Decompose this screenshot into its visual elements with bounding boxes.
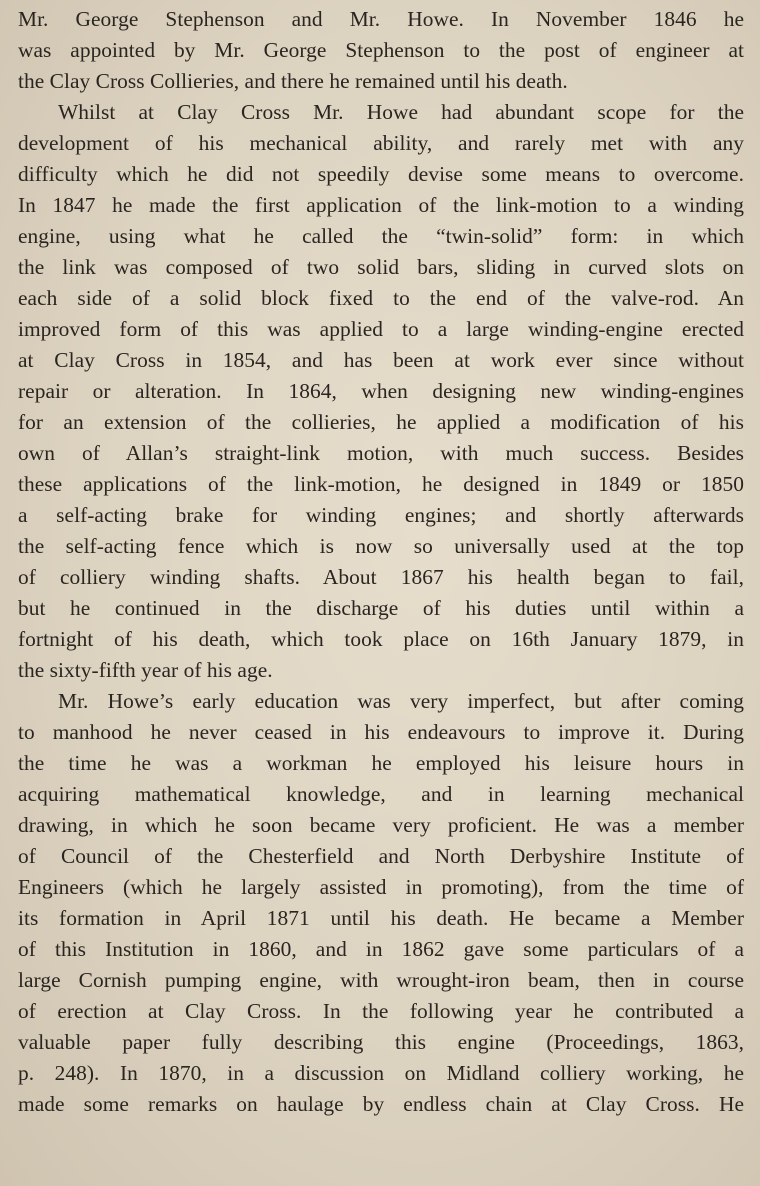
text-line: the sixty-fifth year of his age.	[18, 658, 273, 682]
text-line: the self-acting fence which is now so universally used at the top	[18, 534, 744, 558]
text-line: to manhood he never ceased in his endeavours to improve it. During	[18, 720, 744, 744]
paragraph-2	[18, 97, 744, 686]
text-line: repair or alteration. In 1864, when designing new winding-engines	[18, 379, 744, 403]
text-line: own of Allan’s straight-link motion, with much success. Besides	[18, 441, 744, 465]
text-line: difficulty which he did not speedily devise some means to overcome.	[18, 162, 744, 186]
text-line: the Clay Cross Collieries, and there he remained until his death.	[18, 69, 568, 93]
text-line: made some remarks on haulage by endless chain at Clay Cross. He	[18, 1092, 744, 1116]
text-line: In 1847 he made the first application of the link-motion to a winding	[18, 193, 744, 217]
text-line: development of his mechanical ability, and rarely met with any	[18, 131, 744, 155]
text-line: these applications of the link-motion, he designed in 1849 or 1850	[18, 472, 744, 496]
text-line: of Council of the Chesterfield and North Derbyshire Institute of	[18, 844, 744, 868]
memoir-text	[18, 4, 744, 1120]
text-line: Mr. Howe’s early education was very imperfect, but after coming	[58, 689, 744, 713]
paragraph-3	[18, 686, 744, 1120]
text-line: its formation in April 1871 until his death. He became a Member	[18, 906, 744, 930]
text-line: Engineers (which he largely assisted in promoting), from the time of	[18, 875, 744, 899]
text-line: a self-acting brake for winding engines; and shortly afterwards	[18, 503, 744, 527]
text-line: was appointed by Mr. George Stephenson to the post of engineer at	[18, 38, 744, 62]
text-line: fortnight of his death, which took place on 16th January 1879, in	[18, 627, 744, 651]
text-line: of this Institution in 1860, and in 1862 gave some particulars of a	[18, 937, 744, 961]
text-line: for an extension of the collieries, he applied a modification of his	[18, 410, 744, 434]
text-line: but he continued in the discharge of his duties until within a	[18, 596, 744, 620]
text-line: of colliery winding shafts. About 1867 his health began to fail,	[18, 565, 744, 589]
text-line: Whilst at Clay Cross Mr. Howe had abundant scope for the	[58, 100, 744, 124]
text-line: acquiring mathematical knowledge, and in learning mechanical	[18, 782, 744, 806]
text-line: large Cornish pumping engine, with wrought-iron beam, then in course	[18, 968, 744, 992]
text-line: improved form of this was applied to a large winding-engine erected	[18, 317, 744, 341]
text-line: Mr. George Stephenson and Mr. Howe. In November 1846 he	[18, 7, 744, 31]
text-line: of erection at Clay Cross. In the following year he contributed a	[18, 999, 744, 1023]
text-line: the time he was a workman he employed his leisure hours in	[18, 751, 744, 775]
text-line: valuable paper fully describing this engine (Proceedings, 1863,	[18, 1030, 744, 1054]
text-line: engine, using what he called the “twin-solid” form: in which	[18, 224, 744, 248]
text-line: the link was composed of two solid bars, sliding in curved slots on	[18, 255, 744, 279]
paragraph-1	[18, 4, 744, 97]
text-line: at Clay Cross in 1854, and has been at work ever since without	[18, 348, 744, 372]
text-line: p. 248). In 1870, in a discussion on Midland colliery working, he	[18, 1061, 744, 1085]
text-line: each side of a solid block fixed to the end of the valve-rod. An	[18, 286, 744, 310]
text-line: drawing, in which he soon became very proficient. He was a member	[18, 813, 744, 837]
